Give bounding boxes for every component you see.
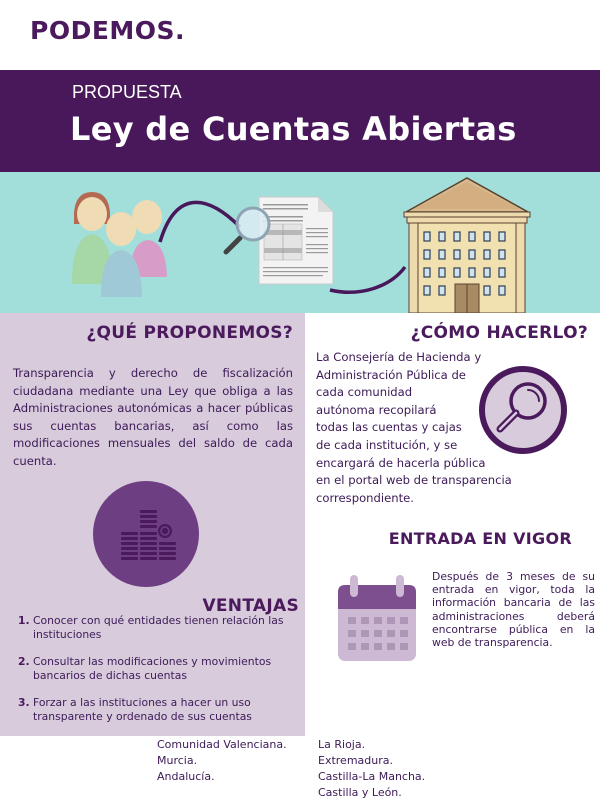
text-line: Administración Pública de (316, 367, 466, 382)
podemos-logo: PODEMOS. (30, 16, 186, 45)
item-text: Conocer con qué entidades tienen relación las instituciones (33, 614, 284, 641)
hero-kicker: PROPUESTA (72, 82, 182, 102)
region-item: Comunidad Valenciana. (157, 738, 287, 751)
como-hacerlo-heading: ¿CÓMO HACERLO? (410, 323, 588, 343)
ventajas-heading: VENTAJAS (202, 596, 299, 616)
que-proponemos-heading: ¿QUÉ PROPONEMOS? (86, 323, 293, 343)
regions-column-2 (318, 737, 425, 800)
people-group-icon (72, 192, 167, 297)
item-number: 1. (18, 614, 30, 627)
transparency-illustration (0, 172, 600, 313)
item-number: 2. (18, 655, 30, 668)
hero-banner (0, 70, 600, 172)
document-icon (259, 197, 333, 284)
region-item: La Rioja. (318, 738, 366, 751)
text-line: cada comunidad (316, 385, 413, 400)
item-number: 3. (18, 696, 30, 709)
text-line: encargará de hacerla pública (316, 455, 486, 470)
right-panel (305, 313, 600, 736)
magnifier-icon (478, 365, 568, 455)
text-line: en el portal web de transparencia (316, 473, 512, 488)
text-line: autónoma recopilará (316, 402, 437, 417)
connector-line-right (330, 267, 405, 292)
region-item: Castilla-La Mancha. (318, 770, 426, 783)
government-building-icon (404, 178, 530, 313)
entrada-en-vigor-heading: ENTRADA EN VIGOR (388, 529, 572, 548)
illustration-banner (0, 172, 600, 313)
calendar-icon (338, 575, 416, 663)
region-item: Extremadura. (318, 754, 393, 767)
ventajas-item (18, 655, 300, 683)
regions-column-1 (157, 737, 287, 785)
text-line: La Consejería de Hacienda y (316, 350, 482, 364)
text-line: de cada institución, y se (316, 437, 458, 452)
item-text: Forzar a las instituciones a hacer un uso transparente y ordenado de sus cuentas (33, 696, 252, 723)
ventajas-item (18, 614, 300, 642)
left-panel (0, 313, 305, 736)
ventajas-item (18, 696, 300, 724)
connector-line-left (160, 202, 240, 242)
que-proponemos-text: Transparencia y derecho de fiscalización ciudadana mediante una Ley que obliga a las Administraciones autonómicas a hacer públicas sus cuentas bancarias, así como las modificaciones mensuales del saldo de cada cuenta. (13, 366, 293, 468)
page-title: Ley de Cuentas Abiertas (70, 110, 517, 148)
text-line: correspondiente. (316, 490, 414, 505)
region-item: Andalucía. (157, 770, 215, 783)
item-text: Consultar las modificaciones y movimientos bancarios de dichas cuentas (33, 655, 272, 682)
coins-stack-icon (93, 481, 199, 587)
region-item: Murcia. (157, 754, 198, 767)
ventajas-list (18, 614, 300, 737)
text-line: todas las cuentas y cajas (316, 420, 462, 435)
entrada-en-vigor-text: Después de 3 meses de su entrada en vigor, toda la información bancaria de las administraciones deberá encontrarse pública en la web de transparencia. (432, 570, 595, 650)
region-item: Castilla y León. (318, 786, 402, 799)
